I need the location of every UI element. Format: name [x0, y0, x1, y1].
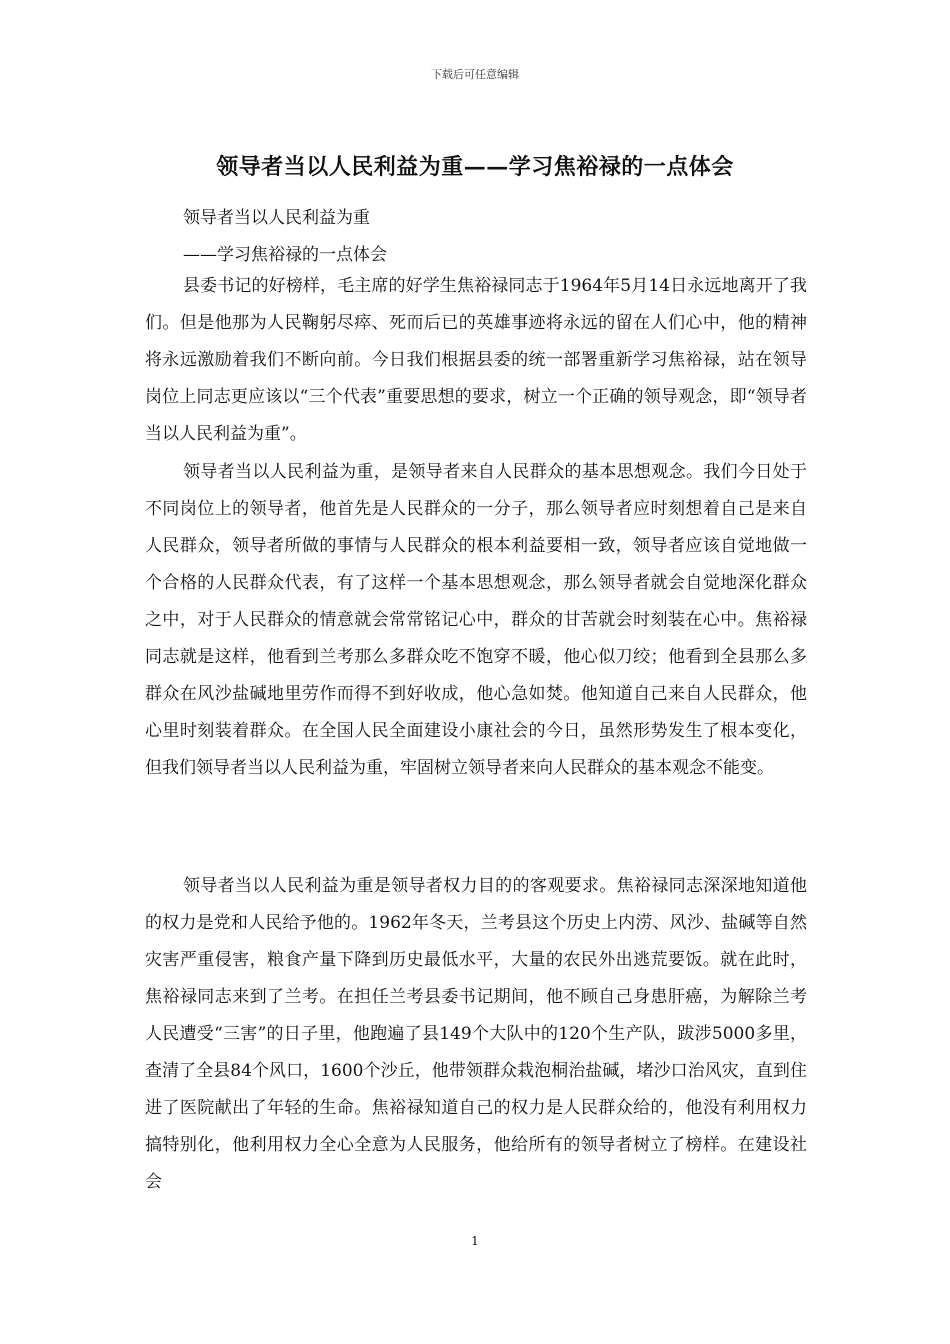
paragraph-text: 领导者当以人民利益为重，是领导者来自人民群众的基本思想观念。我们今日处于不同岗位上的领导者，他首先是人民群众的一分子，那么领导者应时刻想着自己是来自人民群众，领导者所做的事情与人民群众的根本利益要相一致，领导者应该自觉地做一个合格的人民群众代表，有了这样一个基本思想观念，那么领导者就会自觉地深化群众之中，对于人民群众的情意就会常常铭记心中，群众的甘苦就会时刻装在心中。焦裕禄同志就是这样，他看到兰考那么多群众吃不饱穿不暖，他心似刀绞；他看到全县那么多群众在风沙盐碱地里劳作而得不到好收成，他心急如焚。他知道自己来自人民群众，他心里时刻装着群众。在全国人民全面建设小康社会的今日，虽然形势发生了根本变化，但我们领导者当以人民利益为重，牢固树立领导者来向人民群众的基本观念不能变。: [145, 462, 807, 778]
paragraph-text: 县委书记的好榜样，毛主席的好学生焦裕禄同志于1964年5月14日永远地离开了我们。但是他那为人民鞠躬尽瘁、死而后已的英雄事迹将永远的留在人们心中，他的精神将永远激励着我们不断向前。今日我们根据县委的统一部署重新学习焦裕禄，站在领导岗位上同志更应该以“三个代表”重要思想的要求，树立一个正确的领导观念，即“领导者当以人民利益为重”。: [145, 276, 807, 444]
subtitle-secondary: ——学习焦裕禄的一点体会: [183, 245, 387, 265]
page-number: 1: [471, 1234, 479, 1248]
body-paragraph-2: [145, 454, 807, 787]
paragraph-text: 领导者当以人民利益为重是领导者权力目的的客观要求。焦裕禄同志深深地知道他的权力是党和人民给予他的。1962年冬天，兰考县这个历史上内涝、风沙、盐碱等自然灾害严重侵害，粮食产量下降到历史最低水平，大量的农民外出逃荒要饭。就在此时，焦裕禄同志来到了兰考。在担任兰考县委书记期间，他不顾自己身患肝癌，为解除兰考人民遭受“三害”的日子里，他跑遍了县149个大队中的120个生产队，跋涉5000多里，查清了全县84个风口，1600个沙丘，他带领群众栽泡桐治盐碱，堵沙口治风灾，直到住进了医院献出了年轻的生命。焦裕禄知道自己的权力是人民群众给的，他没有利用权力搞特别化，他利用权力全心全意为人民服务，他给所有的领导者树立了榜样。在建设社会: [145, 876, 807, 1192]
header-note: 下载后可任意编辑: [431, 68, 519, 81]
document-title: 领导者当以人民利益为重——学习焦裕禄的一点体会: [216, 154, 734, 180]
body-paragraph-3: [145, 868, 807, 1201]
body-paragraph-1: [145, 268, 807, 453]
subtitle-main: 领导者当以人民利益为重: [183, 208, 370, 228]
